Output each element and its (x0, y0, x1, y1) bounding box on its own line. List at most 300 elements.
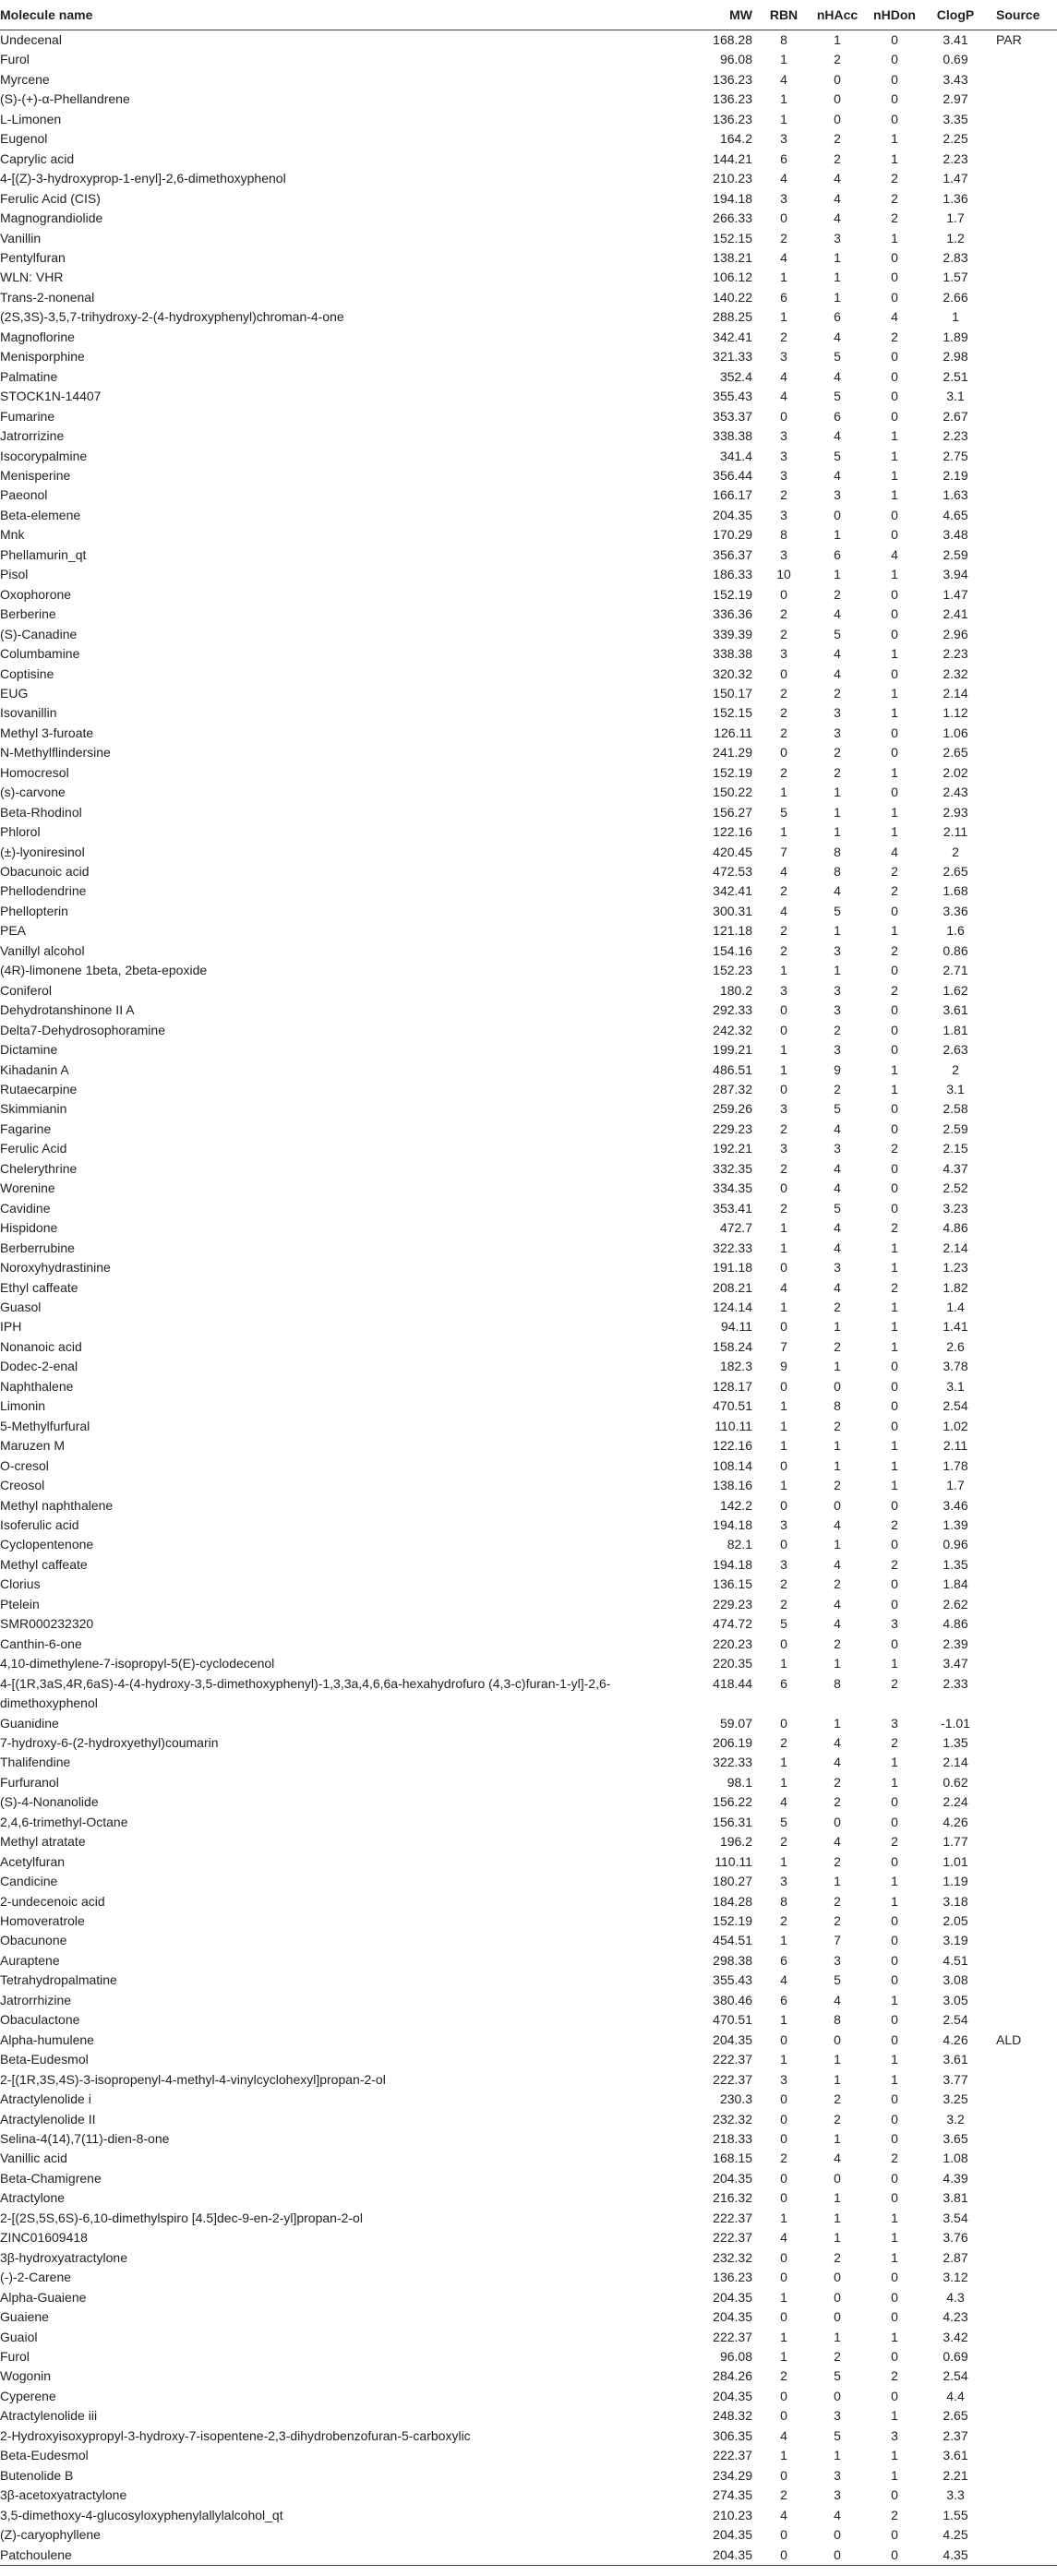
mw-cell: 144.21 (713, 150, 752, 166)
mw-cell: 152.19 (713, 764, 752, 780)
clogp-cell: 4.65 (943, 507, 968, 522)
rbn-cell: 1 (780, 963, 787, 978)
table-row (0, 803, 1057, 822)
mw-cell: 341.4 (719, 448, 752, 463)
mw-cell: 204.35 (713, 507, 752, 522)
nhacc-cell: 4 (834, 2151, 841, 2166)
nhdon-cell: 0 (891, 1042, 898, 1058)
source-cell (989, 2149, 1057, 2168)
source-cell (989, 169, 1057, 188)
clogp-cell: 2.65 (943, 745, 968, 761)
nhdon-cell: 0 (891, 408, 898, 424)
clogp-cell: 2.75 (943, 448, 968, 463)
clogp-cell: 3.08 (943, 1972, 968, 1988)
molecule-name-cell: (±)-lyoniresinol (0, 844, 85, 859)
clogp-cell: 3.36 (943, 903, 968, 918)
molecule-name-cell: Magnograndiolide (0, 210, 103, 226)
nhacc-cell: 2 (834, 764, 841, 780)
source-cell (989, 1436, 1057, 1456)
clogp-cell: 2.71 (943, 963, 968, 978)
mw-cell: 82.1 (727, 1537, 752, 1552)
nhdon-cell: 1 (891, 764, 898, 780)
nhacc-cell: 5 (834, 1972, 841, 1988)
nhdon-cell: 1 (891, 150, 898, 166)
rbn-cell: 2 (780, 923, 787, 939)
nhacc-cell: 1 (834, 2052, 841, 2067)
mw-cell: 232.32 (713, 2249, 752, 2265)
molecule-name-cell: 4-[(1R,3aS,4R,6aS)-4-(4-hydroxy-3,5-dimethoxyphenyl)-1,3,3a,4,6,6a-hexahydrofuro (4,3-c)furan-1-yl]-2,6-dimethoxyphenol (0, 1675, 611, 1710)
source-cell (989, 1456, 1057, 1476)
rbn-cell: 7 (780, 1338, 787, 1354)
table-row (0, 2486, 1057, 2505)
table-row (0, 2248, 1057, 2268)
table-row (0, 1635, 1057, 1654)
source-cell (989, 1635, 1057, 1654)
nhdon-cell: 1 (891, 2210, 898, 2225)
nhdon-cell: 1 (891, 2052, 898, 2067)
clogp-cell: 3.42 (943, 2329, 968, 2344)
nhacc-cell: 0 (834, 2289, 841, 2305)
molecule-name-cell: Coptisine (0, 665, 54, 681)
molecule-name-cell: Coniferol (0, 982, 53, 998)
nhdon-cell: 0 (891, 2031, 898, 2047)
header-row (0, 0, 1057, 30)
nhacc-cell: 1 (834, 1537, 841, 1552)
table-row (0, 743, 1057, 762)
source-cell (989, 2010, 1057, 2030)
molecule-name-cell: Candicine (0, 1874, 58, 1889)
table-row (0, 328, 1057, 347)
source-cell (989, 2486, 1057, 2505)
nhdon-cell: 0 (891, 1120, 898, 1136)
rbn-cell: 2 (780, 725, 787, 740)
table-row (0, 485, 1057, 505)
rbn-cell: 2 (780, 230, 787, 246)
nhacc-cell: 4 (834, 606, 841, 622)
table-row (0, 1337, 1057, 1357)
rbn-cell: 1 (780, 1656, 787, 1671)
mw-cell: 322.33 (713, 1240, 752, 1255)
table-row (0, 110, 1057, 129)
nhacc-cell: 2 (834, 52, 841, 67)
nhacc-cell: 3 (834, 1952, 841, 1968)
molecule-name-cell: Homocresol (0, 764, 69, 780)
table-row (0, 941, 1057, 961)
nhdon-cell: 0 (891, 1933, 898, 1948)
table-row (0, 2090, 1057, 2109)
mw-cell: 222.37 (713, 2448, 752, 2463)
table-row (0, 169, 1057, 188)
rbn-cell: 1 (780, 2329, 787, 2344)
source-cell (989, 367, 1057, 387)
nhdon-cell: 0 (891, 91, 898, 107)
molecule-name-cell: Paeonol (0, 487, 48, 503)
nhdon-cell: 2 (891, 329, 898, 344)
mw-cell: 138.16 (713, 1478, 752, 1493)
clogp-cell: 2.6 (946, 1338, 965, 1354)
molecule-name-cell: Patchoulene (0, 2546, 681, 2566)
table-row (0, 665, 1057, 684)
table-row (0, 1040, 1057, 1060)
source-cell (989, 2090, 1057, 2109)
rbn-cell: 1 (780, 52, 787, 67)
rbn-cell: 2 (780, 626, 787, 641)
clogp-cell: 1.19 (943, 1874, 968, 1889)
rbn-cell: 2 (780, 606, 787, 622)
nhdon-cell: 0 (891, 2131, 898, 2147)
rbn-cell: 0 (780, 2131, 787, 2147)
nhdon-cell: 1 (891, 1478, 898, 1493)
clogp-cell: 4.25 (943, 2527, 968, 2543)
rbn-cell: 0 (780, 2388, 787, 2403)
table-row (0, 1000, 1057, 1020)
source-cell (989, 426, 1057, 446)
table-row (0, 1773, 1057, 1792)
clogp-cell: 3.1 (946, 1082, 965, 1097)
table-row (0, 2307, 1057, 2327)
source-cell (989, 843, 1057, 862)
table-row (0, 1159, 1057, 1179)
nhacc-cell: 4 (834, 1734, 841, 1750)
mw-cell: 242.32 (713, 1022, 752, 1037)
clogp-cell: 1.57 (943, 270, 968, 285)
molecule-name-cell: Cyperene (0, 2388, 56, 2403)
nhdon-cell: 2 (891, 171, 898, 186)
nhdon-cell: 0 (891, 606, 898, 622)
table-row (0, 50, 1057, 69)
source-cell (989, 585, 1057, 605)
table-row (0, 703, 1057, 723)
mw-cell: 320.32 (713, 665, 752, 681)
nhdon-cell: 1 (891, 1438, 898, 1454)
rbn-cell: 3 (780, 982, 787, 998)
nhdon-cell: 2 (891, 942, 898, 958)
table-row (0, 2050, 1057, 2069)
mw-cell: 156.31 (713, 1814, 752, 1829)
clogp-cell: 2.14 (943, 1755, 968, 1770)
nhdon-cell: 2 (891, 2151, 898, 2166)
clogp-cell: 1.84 (943, 1576, 968, 1592)
rbn-cell: 4 (780, 2230, 787, 2246)
molecule-name-cell: 3β-hydroxyatractylone (0, 2249, 128, 2265)
nhacc-cell: 1 (834, 1359, 841, 1374)
molecule-name-cell: Cavidine (0, 1200, 51, 1216)
nhacc-cell: 6 (834, 546, 841, 562)
clogp-cell: 4.3 (946, 2289, 965, 2305)
nhdon-cell: 0 (891, 2527, 898, 2543)
molecule-name-cell: Ferulic Acid (CIS) (0, 190, 101, 206)
nhdon-cell: 0 (891, 1972, 898, 1988)
molecule-name-cell: Undecenal (0, 32, 62, 47)
molecule-name-cell: Phlorol (0, 824, 41, 840)
source-cell (989, 129, 1057, 149)
rbn-cell: 2 (780, 1120, 787, 1136)
clogp-cell: 2.66 (943, 289, 968, 305)
rbn-cell: 4 (780, 903, 787, 918)
nhacc-cell: 1 (834, 527, 841, 543)
molecule-name-cell: Alpha-humulene (0, 2031, 94, 2047)
clogp-cell: 3.43 (943, 71, 968, 87)
source-cell (989, 1931, 1057, 1950)
nhacc-cell: 1 (834, 1715, 841, 1731)
molecule-name-cell: (2S,3S)-3,5,7-trihydroxy-2-(4-hydroxyphenyl)chroman-4-one (0, 309, 344, 325)
table-row (0, 1614, 1057, 1634)
rbn-cell: 5 (780, 1616, 787, 1632)
nhacc-cell: 3 (834, 1141, 841, 1156)
source-cell (989, 387, 1057, 406)
nhacc-cell: 2 (834, 1082, 841, 1097)
mw-cell: 136.23 (713, 111, 752, 126)
nhdon-cell: 1 (891, 2408, 898, 2424)
source-cell (989, 209, 1057, 228)
nhacc-cell: 4 (834, 210, 841, 226)
mw-cell: 164.2 (719, 131, 752, 147)
rbn-cell: 2 (780, 1834, 787, 1850)
rbn-cell: 0 (780, 2031, 787, 2047)
table-row (0, 862, 1057, 881)
nhacc-cell: 0 (834, 2031, 841, 2047)
nhdon-cell: 1 (891, 1457, 898, 1473)
nhdon-cell: 0 (891, 903, 898, 918)
molecule-name-cell: ZINC01609418 (0, 2230, 88, 2246)
nhdon-cell: 0 (891, 368, 898, 384)
source-cell (989, 1278, 1057, 1298)
nhdon-cell: 0 (891, 349, 898, 365)
rbn-cell: 10 (776, 567, 791, 582)
nhacc-cell: 5 (834, 2368, 841, 2384)
mw-cell: 142.2 (719, 1497, 752, 1513)
table-row (0, 2546, 1057, 2566)
source-cell (989, 1159, 1057, 1179)
nhdon-cell: 2 (891, 1675, 898, 1691)
molecule-name-cell: Eugenol (0, 131, 48, 147)
table-row (0, 1951, 1057, 1971)
clogp-cell: 2.05 (943, 1913, 968, 1929)
nhdon-cell: 0 (891, 665, 898, 681)
molecule-name-cell: (-)-2-Carene (0, 2270, 72, 2285)
molecule-name-cell: Phellopterin (0, 903, 68, 918)
source-cell (989, 525, 1057, 545)
rbn-cell: 0 (780, 2111, 787, 2127)
source-cell (989, 2546, 1057, 2566)
nhdon-cell: 0 (891, 2388, 898, 2403)
nhdon-cell: 2 (891, 2368, 898, 2384)
clogp-cell: 4.35 (922, 2546, 989, 2566)
table-row (0, 1139, 1057, 1158)
rbn-cell: 0 (780, 1082, 787, 1097)
molecule-name-cell: Mnk (0, 527, 25, 543)
molecule-name-cell: Furol (0, 2349, 30, 2364)
nhacc-cell: 4 (834, 368, 841, 384)
mw-cell: 168.28 (713, 32, 752, 47)
source-cell (989, 1714, 1057, 1733)
mw-cell: 342.41 (713, 883, 752, 899)
nhacc-cell: 5 (834, 626, 841, 641)
nhdon-cell: 0 (891, 1378, 898, 1394)
nhdon-cell: 2 (891, 1556, 898, 1572)
clogp-cell: 1.7 (946, 1478, 965, 1493)
clogp-cell: 3.61 (943, 2052, 968, 2067)
clogp-cell: 2.63 (943, 1042, 968, 1058)
molecule-name-cell: Alpha-Guaiene (0, 2289, 87, 2305)
source-cell (989, 763, 1057, 783)
nhacc-cell: 5 (834, 2427, 841, 2443)
clogp-cell: 3.2 (946, 2111, 965, 2127)
rbn-cell: 0 (780, 665, 787, 681)
nhdon-cell: 1 (891, 705, 898, 721)
nhacc-cell: 2 (834, 2249, 841, 2265)
source-cell (989, 665, 1057, 684)
table-row (0, 2149, 1057, 2168)
source-cell (989, 2506, 1057, 2525)
molecule-name-cell: Caprylic acid (0, 150, 75, 166)
nhacc-cell: 2 (834, 2349, 841, 2364)
mw-cell: 418.44 (713, 1675, 752, 1691)
rbn-cell: 0 (780, 586, 787, 602)
nhacc-cell: 4 (834, 1556, 841, 1572)
source-cell (989, 1179, 1057, 1198)
molecule-name-cell: Methyl naphthalene (0, 1497, 114, 1513)
table-row (0, 1971, 1057, 1990)
nhacc-cell: 0 (834, 2270, 841, 2285)
source-cell (989, 1060, 1057, 1080)
clogp-cell: 1.63 (943, 487, 968, 503)
mw-cell: 241.29 (713, 745, 752, 761)
mw-cell: 336.36 (713, 606, 752, 622)
molecule-name-cell: Furfuranol (0, 1774, 59, 1790)
source-cell (989, 684, 1057, 703)
header-molecule-name: Molecule name (0, 0, 681, 30)
mw-cell: 486.51 (713, 1061, 752, 1077)
molecule-name-cell: 7-hydroxy-6-(2-hydroxyethyl)coumarin (0, 1734, 219, 1750)
mw-cell: 192.21 (713, 1141, 752, 1156)
clogp-cell: 1 (952, 309, 959, 325)
nhdon-cell: 0 (891, 111, 898, 126)
nhdon-cell: 2 (891, 1834, 898, 1850)
rbn-cell: 0 (780, 2170, 787, 2186)
source-cell (989, 2347, 1057, 2366)
table-row (0, 229, 1057, 248)
table-row (0, 1080, 1057, 1099)
source-cell (989, 2366, 1057, 2386)
mw-cell: 322.33 (713, 1755, 752, 1770)
nhacc-cell: 4 (834, 329, 841, 344)
source-cell (989, 1753, 1057, 1772)
rbn-cell: 0 (780, 210, 787, 226)
clogp-cell: 4.51 (943, 1952, 968, 1968)
source-cell (989, 1496, 1057, 1516)
clogp-cell: 2.37 (943, 2427, 968, 2443)
nhdon-cell: 4 (891, 844, 898, 859)
molecule-name-cell: PEA (0, 923, 27, 939)
molecule-name-cell: 4-[(Z)-3-hydroxyprop-1-enyl]-2,6-dimethoxyphenol (0, 171, 286, 186)
header-mw: MW (681, 0, 760, 30)
nhdon-cell: 3 (891, 1715, 898, 1731)
mw-cell: 204.35 (713, 2388, 752, 2403)
clogp-cell: 2.58 (943, 1101, 968, 1117)
nhdon-cell: 0 (891, 626, 898, 641)
rbn-cell: 0 (780, 1022, 787, 1037)
clogp-cell: 0.86 (943, 942, 968, 958)
molecule-name-cell: Beta-Rhodinol (0, 804, 82, 820)
mw-cell: 204.35 (713, 2031, 752, 2047)
table-row (0, 1872, 1057, 1891)
clogp-cell: 1.47 (943, 171, 968, 186)
nhdon-cell: 1 (891, 1061, 898, 1077)
molecule-name-cell: (4R)-limonene 1beta, 2beta-epoxide (0, 963, 208, 978)
clogp-cell: 2.62 (943, 1596, 968, 1611)
rbn-cell: 2 (780, 2151, 787, 2166)
source-cell (989, 2387, 1057, 2406)
nhacc-cell: 1 (834, 824, 841, 840)
rbn-cell: 4 (780, 864, 787, 880)
nhdon-cell: 0 (891, 1952, 898, 1968)
nhacc-cell: 1 (834, 2230, 841, 2246)
source-cell (989, 2446, 1057, 2465)
source-cell (989, 1555, 1057, 1575)
source-cell: PAR (996, 32, 1022, 47)
nhdon-cell: 0 (891, 527, 898, 543)
nhdon-cell: 0 (891, 1200, 898, 1216)
rbn-cell: 0 (780, 2408, 787, 2424)
table-row (0, 724, 1057, 743)
molecule-name-cell: Columbamine (0, 646, 80, 662)
source-cell (989, 803, 1057, 822)
table-row (0, 426, 1057, 446)
source-cell (989, 2328, 1057, 2347)
rbn-cell: 3 (780, 546, 787, 562)
mw-cell: 210.23 (713, 2507, 752, 2522)
table-row (0, 2129, 1057, 2149)
nhdon-cell: 0 (891, 2349, 898, 2364)
mw-cell: 152.15 (713, 705, 752, 721)
table-row (0, 1674, 1057, 1714)
nhacc-cell: 3 (834, 487, 841, 503)
clogp-cell: 2.51 (943, 368, 968, 384)
rbn-cell: 4 (780, 249, 787, 265)
table-row (0, 248, 1057, 268)
source-cell (989, 2070, 1057, 2090)
table-row (0, 2209, 1057, 2228)
clogp-cell: 3.18 (943, 1893, 968, 1909)
mw-cell: 356.44 (713, 467, 752, 483)
table-row (0, 2328, 1057, 2347)
nhacc-cell: 3 (834, 942, 841, 958)
clogp-cell: 2.67 (943, 408, 968, 424)
table-row (0, 822, 1057, 842)
source-cell (989, 407, 1057, 426)
nhdon-cell: 1 (891, 230, 898, 246)
table-row (0, 1357, 1057, 1376)
mw-cell: 182.3 (719, 1359, 752, 1374)
table-row (0, 1832, 1057, 1851)
source-cell (989, 2188, 1057, 2208)
mw-cell: 266.33 (713, 210, 752, 226)
molecule-name-cell: Ptelein (0, 1596, 40, 1611)
clogp-cell: 2.25 (943, 131, 968, 147)
rbn-cell: 9 (780, 1359, 787, 1374)
molecule-name-cell: STOCK1N-14407 (0, 389, 102, 404)
nhdon-cell: 0 (891, 1576, 898, 1592)
source-cell (989, 1120, 1057, 1139)
mw-cell: 156.27 (713, 804, 752, 820)
molecule-name-cell: (s)-carvone (0, 785, 66, 800)
clogp-cell: 4.86 (943, 1220, 968, 1236)
table-row (0, 447, 1057, 466)
mw-cell: 152.19 (713, 586, 752, 602)
clogp-cell: 1.4 (946, 1300, 965, 1314)
nhacc-cell: 5 (834, 448, 841, 463)
